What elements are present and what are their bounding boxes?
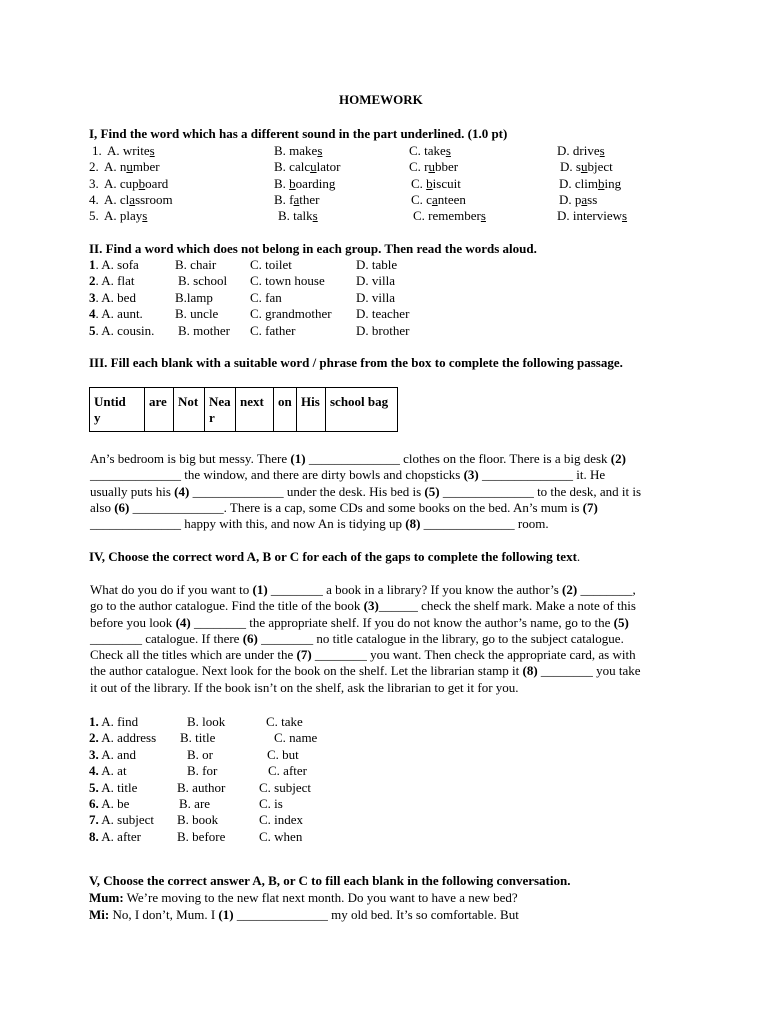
dialogue-text: No, I don’t, Mum. I	[109, 906, 219, 922]
section-4-passage	[90, 582, 680, 696]
option-d: D. table	[356, 257, 398, 272]
option-b: B. before	[177, 828, 226, 844]
option-b	[274, 159, 340, 175]
option-text: C. take	[409, 143, 446, 158]
blank-number: (1)	[252, 582, 268, 597]
item-row	[89, 257, 139, 273]
option-b	[274, 176, 335, 192]
blank-number: (8)	[405, 516, 421, 532]
option-c	[411, 192, 466, 208]
item-number: 2	[89, 273, 96, 289]
blank-number: (5)	[424, 483, 440, 499]
option-row	[89, 812, 154, 828]
passage-text: go to the author catalogue. Find the title of the book	[90, 598, 364, 614]
option-b	[274, 192, 320, 208]
item-number: 6.	[89, 796, 99, 811]
blank-number: (3)	[363, 598, 379, 614]
option-text: A. play	[104, 208, 143, 224]
passage-line	[90, 467, 680, 483]
option-text: bject	[587, 159, 613, 175]
passage-text: ______________. There is a cap, some CDs and some books on the bed. An’s mum is	[129, 499, 583, 515]
option-row	[89, 763, 127, 779]
option-a: A. title	[98, 779, 138, 795]
option-c: C. grandmother	[250, 306, 332, 322]
option-text: C. remember	[413, 208, 481, 224]
underlined-part: s	[480, 208, 486, 224]
option-text: B. talk	[278, 208, 313, 224]
item-number: 4	[89, 306, 96, 322]
option-a	[107, 143, 155, 159]
option-b: B. school	[178, 273, 228, 289]
option-text: B.	[274, 175, 290, 191]
option-text: ing	[604, 175, 622, 191]
page-title: HOMEWORK	[339, 92, 423, 107]
option-text: bber	[435, 159, 459, 175]
passage-line	[90, 451, 680, 467]
passage-text: ________ catalogue. If there	[90, 630, 243, 646]
item-number: 2.	[89, 730, 99, 746]
blank-number: (5)	[613, 614, 629, 630]
option-row	[89, 829, 141, 845]
option-text: B. calc	[274, 159, 311, 175]
dialogue-text: ______________ my old bed. It’s so comfortable. But	[233, 906, 519, 922]
option-c	[413, 208, 486, 224]
option-d	[559, 176, 621, 192]
option-a: . A. aunt.	[95, 306, 143, 322]
section-4-heading: IV, Choose the correct word A, B or C for each of the gaps to complete the following text.	[89, 549, 581, 564]
option-text: B. f	[274, 191, 294, 207]
word-box-word: Untid	[94, 394, 126, 409]
option-text: mber	[132, 159, 160, 175]
option-c: C. but	[267, 746, 299, 762]
option-c	[409, 143, 451, 159]
option-c: C. after	[268, 763, 307, 779]
passage-text: ______________ happy with this, and now An is tidying up	[90, 516, 406, 532]
section-1-heading: I, Find the word which has a different sound in the part underlined. (1.0 pt)	[89, 126, 508, 141]
option-b: B. are	[179, 796, 211, 811]
option-a: . A. sofa	[95, 257, 139, 272]
blank-number: (1)	[290, 451, 306, 466]
option-text: oard	[145, 175, 169, 191]
option-c: C. subject	[259, 779, 311, 795]
option-text: ther	[299, 191, 320, 207]
option-text: A. cup	[104, 175, 139, 191]
option-row	[89, 780, 137, 796]
passage-text: What do you do if you want to	[90, 582, 253, 597]
option-text: D. clim	[559, 175, 598, 191]
item-number: 5	[89, 322, 96, 338]
item-number: 1.	[92, 143, 102, 158]
option-c: C. name	[274, 730, 318, 746]
option-d	[557, 208, 627, 224]
section-2-heading: II. Find a word which does not belong in each group. Then read the words aloud.	[89, 241, 537, 256]
option-a: A. subject	[98, 812, 154, 828]
option-c: C. take	[266, 714, 303, 729]
passage-line	[90, 680, 680, 696]
option-text: ssroom	[135, 191, 173, 207]
underlined-part: a	[129, 191, 136, 207]
word-box-word-wrap: y	[94, 410, 101, 425]
underlined-part: u	[580, 159, 588, 175]
option-d: D. teacher	[356, 306, 410, 322]
item-number: 5.	[89, 208, 99, 224]
passage-line	[90, 484, 680, 500]
passage-line	[90, 500, 680, 516]
word-box-word: Nea	[209, 394, 231, 409]
option-c: C. fan	[250, 289, 282, 305]
option-text: D. drive	[557, 143, 600, 158]
item-number: 5.	[89, 779, 99, 795]
passage-line	[90, 598, 680, 614]
passage-text: ________ you want. Then check the appropriate card, as with	[311, 647, 636, 663]
passage-text: ______________ to the desk, and it is	[439, 483, 642, 499]
option-text: iscuit	[432, 175, 461, 191]
option-row	[89, 730, 156, 746]
word-box-word: His	[301, 394, 320, 409]
item-number: 1	[89, 257, 96, 272]
blank-number: (4)	[174, 483, 190, 499]
underlined-part: b	[426, 175, 433, 191]
option-text: oarding	[295, 175, 336, 191]
option-row	[89, 747, 136, 763]
option-text: C.	[411, 175, 427, 191]
underlined-part: u	[310, 159, 317, 175]
word-box	[89, 387, 398, 432]
underlined-part: b	[289, 175, 296, 191]
passage-line	[90, 631, 680, 647]
underlined-part: u	[126, 159, 133, 175]
option-a: A. at	[98, 763, 127, 779]
option-c: C. town house	[250, 273, 325, 289]
option-text: A. write	[107, 143, 150, 158]
dialogue-line	[89, 890, 518, 906]
passage-text: ________ you take	[537, 663, 641, 679]
blank-number: (2)	[610, 451, 626, 466]
option-text: D. p	[559, 191, 582, 207]
option-b	[274, 143, 322, 159]
passage-text: ______________ it. He	[478, 467, 606, 483]
section-5-heading: V, Choose the correct answer A, B, or C to fill each blank in the following conversation.	[89, 873, 571, 888]
passage-line	[90, 663, 680, 679]
option-row	[89, 714, 138, 730]
option-d	[559, 192, 597, 208]
word-box-cell	[205, 388, 236, 432]
blank-number: (8)	[522, 663, 538, 679]
underlined-part: s	[621, 208, 628, 224]
passage-text: also	[90, 499, 115, 515]
word-box-word: Not	[178, 394, 199, 409]
option-a	[104, 176, 168, 192]
underlined-part: s	[445, 143, 451, 158]
item-row	[89, 290, 136, 306]
passage-text: the author catalogue. Next look for the book on the shelf. Let the librarian stamp it	[90, 663, 523, 679]
passage-text: ________ the appropriate shelf. If you do not know the author’s name, go to the	[190, 614, 614, 630]
passage-text: usually puts his	[90, 483, 175, 499]
option-text: C. c	[411, 191, 432, 207]
passage-text: ______________ room.	[420, 516, 549, 532]
option-c: C. toilet	[250, 257, 292, 272]
option-a	[104, 208, 147, 224]
item-number: 8.	[89, 828, 99, 844]
item-number: 1.	[89, 714, 99, 729]
option-b: B. look	[187, 714, 226, 729]
option-a: A. be	[98, 796, 130, 811]
option-b: B. chair	[175, 257, 217, 272]
section-3-heading: III. Fill each blank with a suitable word / phrase from the box to complete the following passage.	[89, 355, 623, 370]
option-b	[278, 208, 318, 224]
option-text: ss	[587, 191, 598, 207]
underlined-part: s	[317, 143, 323, 158]
blank-number: (6)	[114, 499, 130, 515]
underlined-part: s	[599, 143, 605, 158]
passage-line	[90, 516, 680, 532]
option-d: D. villa	[356, 273, 395, 289]
item-number: 3.	[89, 175, 99, 191]
option-b: B. uncle	[175, 306, 219, 322]
word-box-word: are	[149, 394, 167, 409]
option-d	[560, 159, 613, 175]
option-c: C. is	[259, 796, 283, 811]
item-number: 3.	[89, 746, 99, 762]
option-c	[411, 176, 461, 192]
word-box-cell	[90, 388, 145, 432]
word-box-word-wrap: r	[209, 410, 215, 425]
passage-text: ________ a book in a library? If you know the author’s	[267, 582, 563, 597]
item-number: 7.	[89, 812, 99, 828]
option-d: D. brother	[356, 322, 410, 338]
underlined-part: a	[581, 191, 588, 207]
option-b: B. title	[180, 730, 216, 746]
option-a: A. and	[98, 746, 136, 762]
item-number: 3	[89, 289, 96, 305]
passage-text: ________ no title catalogue in the library, go to the subject catalogue.	[257, 630, 624, 646]
passage-text: An’s bedroom is big but messy. There	[90, 451, 291, 466]
option-a: . A. cousin.	[95, 322, 155, 338]
blank-number: (4)	[175, 614, 191, 630]
item-number: 2.	[89, 159, 99, 175]
blank-number: (6)	[242, 630, 258, 646]
passage-line	[90, 615, 680, 631]
option-text: B. make	[274, 143, 318, 158]
option-d	[557, 143, 605, 159]
option-text: D. s	[560, 159, 581, 175]
word-box-cell	[174, 388, 205, 432]
item-row	[89, 323, 154, 339]
option-c	[409, 159, 458, 175]
option-a	[104, 192, 173, 208]
passage-text: ________,	[577, 582, 636, 597]
option-a: . A. flat	[95, 273, 135, 289]
passage-text: Check all the titles which are under the	[90, 647, 297, 663]
word-box-word: on	[278, 394, 292, 409]
option-text: A. n	[104, 159, 127, 175]
word-box-cell	[274, 388, 297, 432]
blank-number: (2)	[562, 582, 578, 597]
option-c: C. when	[259, 828, 303, 844]
option-b: B. author	[177, 779, 226, 795]
speaker: Mi:	[89, 906, 110, 922]
option-c: C. index	[259, 812, 304, 828]
option-text: lator	[316, 159, 341, 175]
option-b: B. mother	[178, 322, 230, 338]
option-a	[104, 159, 160, 175]
option-text: nteen	[437, 191, 466, 207]
word-box-cell	[236, 388, 274, 432]
underlined-part: s	[142, 208, 148, 224]
option-a: A. find	[98, 714, 139, 729]
word-box-word: school bag	[330, 394, 389, 409]
option-b: B. for	[187, 763, 218, 779]
passage-text: it out of the library. If the book isn’t on the shelf, ask the librarian to get it for you.	[90, 679, 519, 695]
item-row	[89, 306, 143, 322]
option-a: A. after	[98, 828, 141, 844]
option-a: . A. bed	[95, 289, 136, 305]
blank-number: (7)	[582, 499, 598, 515]
speaker: Mum:	[89, 890, 124, 905]
blank-number: (1)	[218, 906, 234, 922]
underlined-part: b	[598, 175, 605, 191]
word-box-cell	[297, 388, 326, 432]
passage-text: before you look	[90, 614, 176, 630]
underlined-part: a	[293, 191, 300, 207]
option-d: D. villa	[356, 289, 395, 305]
passage-line	[90, 647, 680, 663]
option-a: A. address	[98, 730, 157, 746]
option-row	[89, 796, 129, 812]
passage-text: ______________ clothes on the floor. There is a big desk	[305, 451, 611, 466]
passage-text: ______________ under the desk. His bed is	[189, 483, 425, 499]
option-b: B. book	[177, 812, 219, 828]
dialogue-text: We’re moving to the new flat next month. Do you want to have a new bed?	[123, 890, 518, 905]
blank-number: (3)	[463, 467, 479, 483]
underlined-part: b	[138, 175, 146, 191]
item-row	[89, 273, 135, 289]
option-text: D. interview	[557, 208, 622, 224]
option-b: B.lamp	[175, 289, 213, 305]
dialogue-line	[89, 907, 519, 923]
underlined-part: s	[312, 208, 318, 224]
word-box-word: next	[240, 394, 264, 409]
underlined-part: a	[431, 191, 438, 207]
item-number: 4.	[89, 763, 99, 779]
option-b: B. or	[187, 746, 213, 762]
option-c: C. father	[250, 322, 296, 338]
underlined-part: u	[428, 159, 435, 175]
section-3-passage	[90, 451, 680, 532]
option-text: A. cl	[104, 191, 130, 207]
passage-text: ______________ the window, and there are dirty bowls and chopsticks	[90, 467, 464, 483]
underlined-part: s	[149, 143, 155, 158]
passage-text: ______ check the shelf mark. Make a note of this	[378, 598, 636, 614]
word-box-cell	[326, 388, 398, 432]
passage-line	[90, 582, 680, 598]
word-box-cell	[145, 388, 174, 432]
blank-number: (7)	[296, 647, 312, 663]
option-text: C. r	[409, 159, 429, 175]
item-number: 4.	[89, 191, 99, 207]
